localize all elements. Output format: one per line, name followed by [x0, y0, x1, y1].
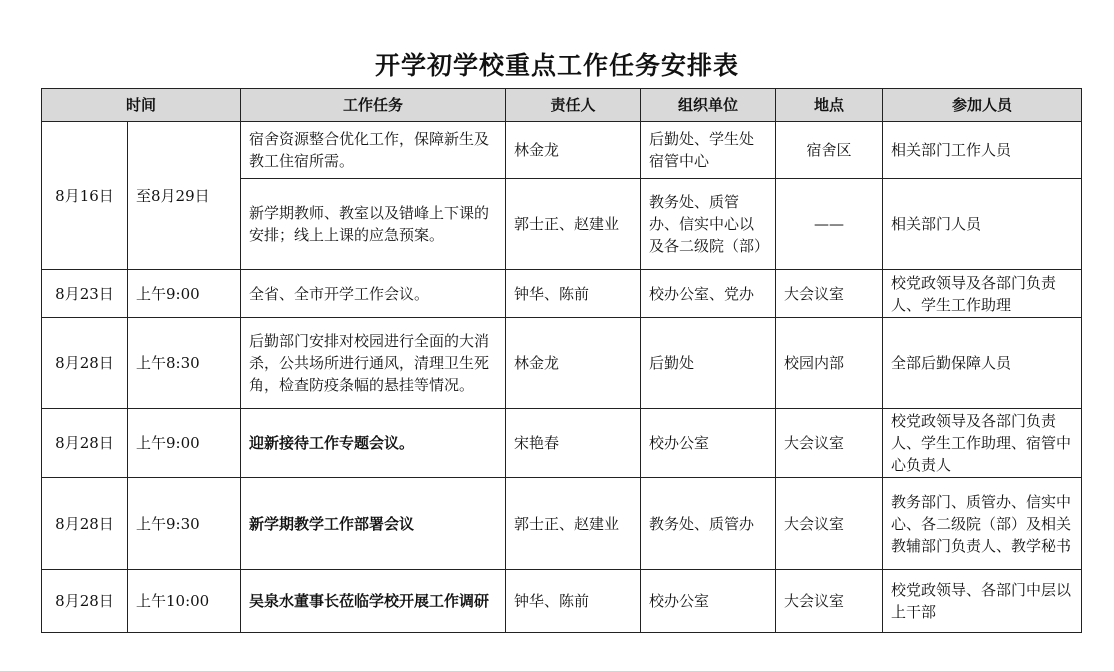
task-cell: 吴泉水董事长莅临学校开展工作调研	[241, 570, 506, 633]
org-cell: 校办公室、党办	[641, 270, 776, 318]
table-row	[42, 409, 1082, 478]
owner-cell: 郭士正、赵建业	[506, 179, 641, 270]
time-cell: 上午9:00	[128, 270, 241, 318]
participants-cell: 校党政领导及各部门负责人、学生工作助理	[883, 270, 1082, 318]
task-cell: 宿舍资源整合优化工作，保障新生及教工住宿所需。	[241, 122, 506, 179]
time-cell: 至8月29日	[128, 122, 241, 270]
date-cell: 8月28日	[42, 409, 128, 478]
participants-cell: 校党政领导、各部门中层以上干部	[883, 570, 1082, 633]
table-row	[42, 570, 1082, 633]
org-cell: 后勤处	[641, 318, 776, 409]
header-place: 地点	[776, 89, 883, 122]
owner-cell: 宋艳春	[506, 409, 641, 478]
header-task: 工作任务	[241, 89, 506, 122]
table-row	[42, 270, 1082, 318]
participants-cell: 相关部门工作人员	[883, 122, 1082, 179]
header-owner: 责任人	[506, 89, 641, 122]
table-row	[42, 318, 1082, 409]
date-cell: 8月16日	[42, 122, 128, 270]
date-cell: 8月28日	[42, 318, 128, 409]
participants-cell: 教务部门、质管办、信实中心、各二级院（部）及相关教辅部门负责人、教学秘书	[883, 478, 1082, 570]
header-time: 时间	[42, 89, 241, 122]
place-cell: ——	[776, 179, 883, 270]
date-cell: 8月23日	[42, 270, 128, 318]
org-cell: 校办公室	[641, 409, 776, 478]
date-cell: 8月28日	[42, 570, 128, 633]
participants-cell: 相关部门人员	[883, 179, 1082, 270]
place-cell: 大会议室	[776, 478, 883, 570]
org-cell: 后勤处、学生处宿管中心	[641, 122, 776, 179]
place-cell: 宿舍区	[776, 122, 883, 179]
task-cell: 后勤部门安排对校园进行全面的大消杀，公共场所进行通风，清理卫生死角，检查防疫条幅的悬挂等情况。	[241, 318, 506, 409]
task-cell: 全省、全市开学工作会议。	[241, 270, 506, 318]
place-cell: 大会议室	[776, 570, 883, 633]
header-row	[42, 89, 1082, 122]
owner-cell: 钟华、陈前	[506, 270, 641, 318]
time-cell: 上午8:30	[128, 318, 241, 409]
owner-cell: 钟华、陈前	[506, 570, 641, 633]
time-cell: 上午10:00	[128, 570, 241, 633]
place-cell: 校园内部	[776, 318, 883, 409]
org-cell: 校办公室	[641, 570, 776, 633]
task-cell: 新学期教师、教室以及错峰上下课的安排；线上上课的应急预案。	[241, 179, 506, 270]
date-cell: 8月28日	[42, 478, 128, 570]
owner-cell: 郭士正、赵建业	[506, 478, 641, 570]
page-title: 开学初学校重点工作任务安排表	[374, 51, 739, 80]
table-row	[42, 478, 1082, 570]
place-cell: 大会议室	[776, 270, 883, 318]
participants-cell: 全部后勤保障人员	[883, 318, 1082, 409]
time-cell: 上午9:00	[128, 409, 241, 478]
task-cell: 迎新接待工作专题会议。	[241, 409, 506, 478]
participants-cell: 校党政领导及各部门负责人、学生工作助理、宿管中心负责人	[883, 409, 1082, 478]
owner-cell: 林金龙	[506, 122, 641, 179]
schedule-table	[41, 88, 1082, 633]
time-cell: 上午9:30	[128, 478, 241, 570]
owner-cell: 林金龙	[506, 318, 641, 409]
table-row	[42, 122, 1082, 179]
task-cell: 新学期教学工作部署会议	[241, 478, 506, 570]
place-cell: 大会议室	[776, 409, 883, 478]
org-cell: 教务处、质管办、信实中心以及各二级院（部）	[641, 179, 776, 270]
org-cell: 教务处、质管办	[641, 478, 776, 570]
header-org: 组织单位	[641, 89, 776, 122]
header-participants: 参加人员	[883, 89, 1082, 122]
